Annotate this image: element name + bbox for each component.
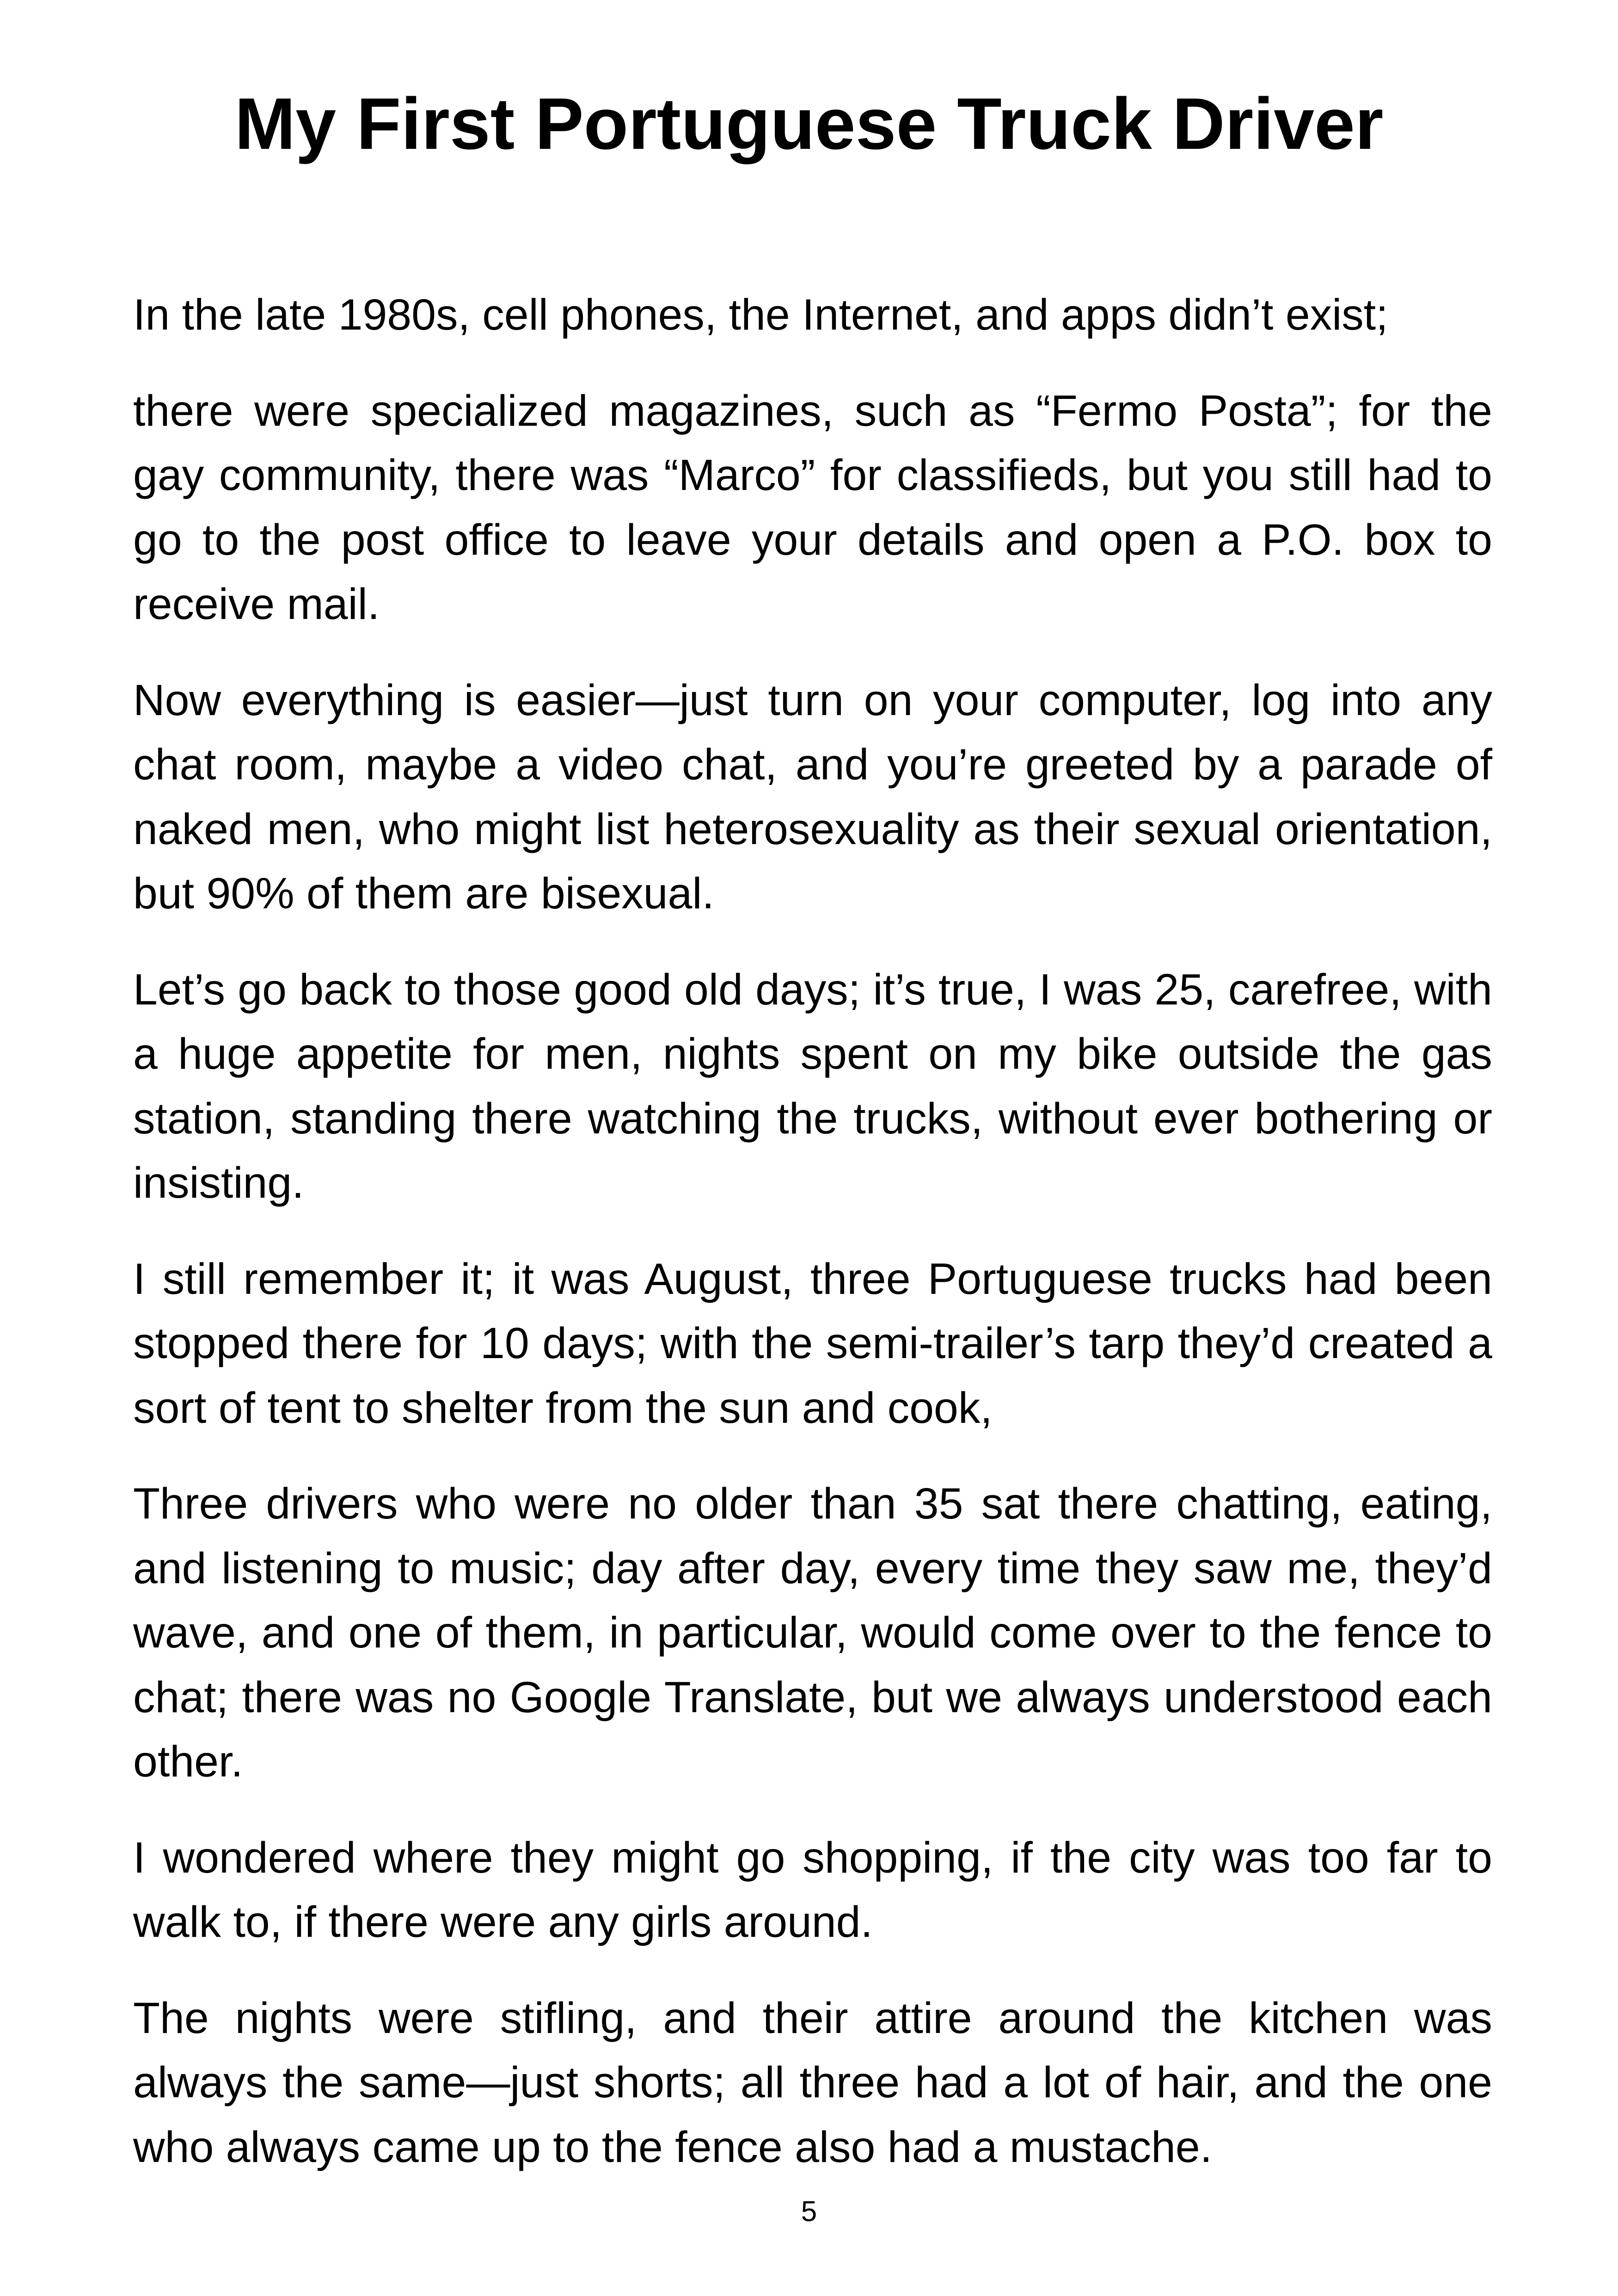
paragraph: there were specialized magazines, such as “Fermo Posta”; for the gay community, there was “Marco” for classifieds, but you still had to go to the post office to leave your details and open a P.O. box to receive mail.: [133, 386, 1492, 629]
paragraph: The nights were stifling, and their attire around the kitchen was always the same—just shorts; all three had a lot of hair, and the one who always came up to the fence also had a mustache.: [133, 1993, 1492, 2172]
body-text: [133, 283, 1492, 2211]
paragraph: Three drivers who were no older than 35 sat there chatting, eating, and listening to music; day after day, every time they saw me, they’d wave, and one of them, in particular, would come over to the fence to chat; there was no Google Translate, but we always understood each other.: [133, 1479, 1492, 1786]
paragraph: I still remember it; it was August, three Portuguese trucks had been stopped there for 10 days; with the semi-trailer’s tarp they’d created a sort of tent to shelter from the sun and cook,: [133, 1254, 1492, 1433]
page-number: 5: [801, 2196, 817, 2228]
paragraph: In the late 1980s, cell phones, the Internet, and apps didn’t exist;: [133, 290, 1388, 339]
paragraph: Let’s go back to those good old days; it’s true, I was 25, carefree, with a huge appetite for men, nights spent on my bike outside the gas station, standing there watching the trucks, without ever bothering or insisting.: [133, 965, 1492, 1207]
page-title: My First Portuguese Truck Driver: [234, 83, 1384, 165]
paragraph: Now everything is easier—just turn on your computer, log into any chat room, maybe a video chat, and you’re greeted by a parade of naked men, who might list heterosexuality as their sexual orientation, but 90% of them are bisexual.: [133, 675, 1492, 918]
paragraph: I wondered where they might go shopping, if the city was too far to walk to, if there were any girls around.: [133, 1833, 1492, 1947]
